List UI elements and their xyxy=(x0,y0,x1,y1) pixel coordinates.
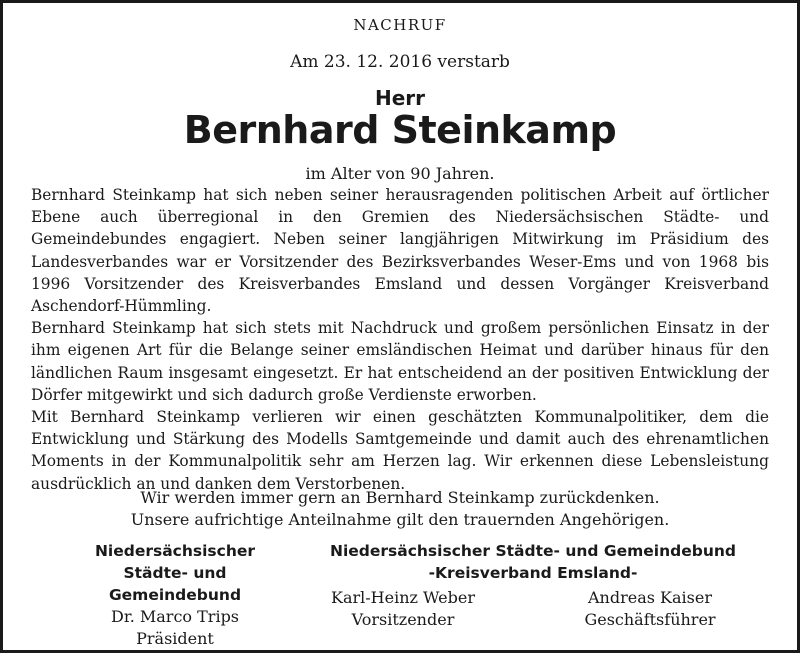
obituary-body xyxy=(31,184,769,495)
signature-right-org-line1: Niedersächsischer Städte- und Gemeindebund xyxy=(329,542,737,560)
closing-lines xyxy=(0,487,800,531)
signature-person-name: Karl-Heinz Weber xyxy=(331,588,475,607)
signature-right-org xyxy=(318,540,748,584)
signature-person-name: Andreas Kaiser xyxy=(588,588,712,607)
signature-left-person: Dr. Marco Trips xyxy=(110,607,240,626)
signature-person-role: Vorsitzender xyxy=(351,610,455,629)
honorific: Herr xyxy=(374,86,426,110)
signature-right-org-line2: -Kreisverband Emsland- xyxy=(428,564,638,582)
body-paragraph: Mit Bernhard Steinkamp verlieren wir einen geschätzten Kommunalpolitiker, dem die Entwicklung und Stärkung des Modells Samtgemeinde und damit auch des ehrenamtlichen Moments in der Kommunalpolitik sehr am Herzen lag. Wir erkennen diese Lebensleistung ausdrücklich an und danken dem Verstorbenen. xyxy=(31,408,769,493)
notice-heading: NACHRUF xyxy=(353,16,447,34)
signature-left-role: Präsident xyxy=(136,629,214,648)
closing-line-1: Wir werden immer gern an Bernhard Steinkamp zurückdenken. xyxy=(140,488,660,507)
signature-right-person-1 xyxy=(318,587,488,631)
closing-line-2: Unsere aufrichtige Anteilnahme gilt den trauernden Angehörigen. xyxy=(130,510,670,529)
signature-right-person-2 xyxy=(560,587,740,631)
signature-left-org-line1: Niedersächsischer xyxy=(94,542,256,560)
body-paragraph: Bernhard Steinkamp hat sich neben seiner herausragenden politischen Arbeit auf örtlicher Ebene auch überregional in den Gremien des Niedersächsischen Städte- und Gemeindebundes engagiert. Neben seiner langjährigen Mitwirkung im Präsidium des Landesverbandes war er Vorsitzender des Bezirksverbandes Weser-Ems und von 1968 bis 1996 Vorsitzender des Kreisverbandes Emsland und dessen Vorgänger Kreisverband Aschendorf-Hümmling. xyxy=(31,186,769,316)
signature-left-org-line2: Städte- und Gemeindebund xyxy=(108,564,242,604)
age-line: im Alter von 90 Jahren. xyxy=(305,164,495,183)
death-date-line: Am 23. 12. 2016 verstarb xyxy=(290,52,510,72)
signature-left xyxy=(60,540,290,650)
deceased-name: Bernhard Steinkamp xyxy=(183,108,617,152)
signature-person-role: Geschäftsführer xyxy=(584,610,716,629)
body-paragraph: Bernhard Steinkamp hat sich stets mit Nachdruck und großem persönlichen Einsatz in der ihm eigenen Art für die Belange seiner emsländischen Heimat und darüber hinaus für den ländlichen Raum insgesamt eingesetzt. Er hat entscheidend an der positiven Entwicklung der Dörfer mitgewirkt und sich dadurch große Verdienste erworben. xyxy=(31,319,769,404)
